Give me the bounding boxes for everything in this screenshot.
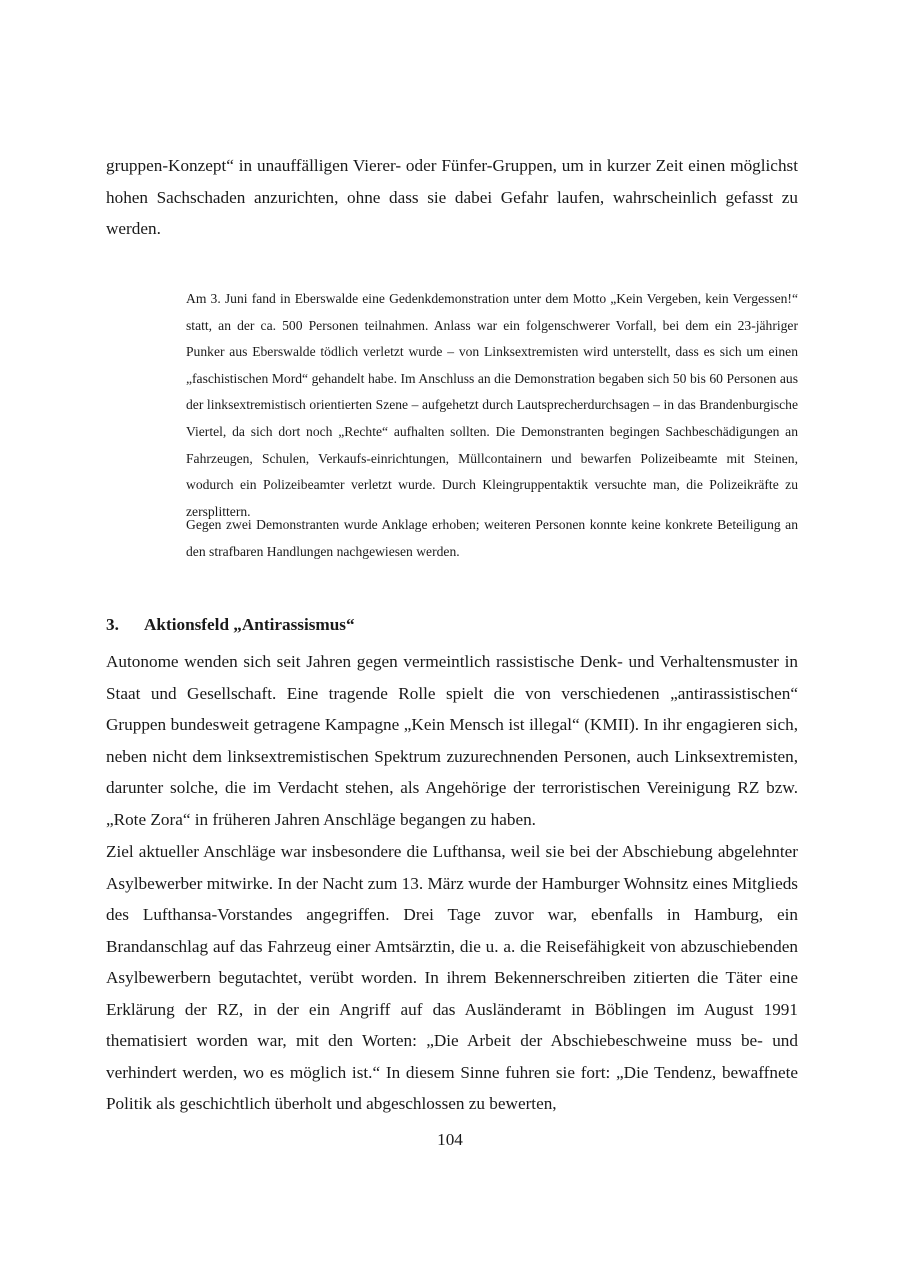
page-number: 104 xyxy=(437,1130,463,1149)
indented-block-paragraph-1: Am 3. Juni fand in Eberswalde eine Gedenkdemonstration unter dem Motto „Kein Vergeben, kein Vergessen!“ statt, an der ca. 500 Personen teilnahmen. Anlass war ein folgenschwerer Vorfall, bei dem ein 23-jähriger Punker aus Eberswalde tödlich verletzt wurde – von Linksextremisten wird unterstellt, dass es sich um einen „faschistischen Mord“ gehandelt habe. Im Anschluss an die Demonstration begaben sich 50 bis 60 Personen aus der linksextremistisch orientierten Szene – aufgehetzt durch Lautsprecherdurchsagen – in das Brandenburgische Viertel, da sich dort noch „Rechte“ aufhalten sollten. Die Demonstranten begingen Sachbeschädigungen an Fahrzeugen, Schulen, Verkaufs-einrichtungen, Müllcontainern und bewarfen Polizeibeamte mit Steinen, wodurch ein Polizeibeamter verletzt wurde. Durch Kleingruppentaktik versuchte man, die Polizeikräfte zu zersplittern. xyxy=(186,291,798,519)
indented-block-paragraph-2: Gegen zwei Demonstranten wurde Anklage erhoben; weiteren Personen konnte keine konkrete Beteiligung an den strafbaren Handlungen nachgewiesen werden. xyxy=(186,517,798,559)
intro-paragraph: gruppen-Konzept“ in unauffälligen Vierer- oder Fünfer-Gruppen, um in kurzer Zeit einen möglichst hohen Sachschaden anzurichten, ohne dass sie dabei Gefahr laufen, wahrscheinlich gefasst zu werden. xyxy=(106,156,798,238)
section-number: 3. xyxy=(106,615,119,634)
section-heading xyxy=(106,612,355,638)
section-paragraph-1: Autonome wenden sich seit Jahren gegen vermeintlich rassistische Denk- und Verhaltensmuster in Staat und Gesellschaft. Eine tragende Rolle spielt die von verschiedenen „antirassistischen“ Gruppen bundesweit getragene Kampagne „Kein Mensch ist illegal“ (KMII). In ihr engagieren sich, neben nicht dem linksextremistischen Spektrum zuzurechnenden Personen, auch Linksextremisten, darunter solche, die im Verdacht stehen, als Angehörige der terroristischen Vereinigung RZ bzw. „Rote Zora“ in früheren Jahren Anschläge begangen zu haben. xyxy=(106,652,798,829)
section-paragraph-2: Ziel aktueller Anschläge war insbesondere die Lufthansa, weil sie bei der Abschiebung abgelehnter Asylbewerber mitwirke. In der Nacht zum 13. März wurde der Hamburger Wohnsitz eines Mitglieds des Lufthansa-Vorstandes angegriffen. Drei Tage zuvor war, ebenfalls in Hamburg, ein Brandanschlag auf das Fahrzeug einer Amtsärztin, die u. a. die Reisefähigkeit von abzuschiebenden Asylbewerbern begutachtet, verübt worden. In ihrem Bekennerschreiben zitierten die Täter eine Erklärung der RZ, in der ein Angriff auf das Ausländeramt in Böblingen im August 1991 thematisiert worden war, mit den Worten: „Die Arbeit der Abschiebeschweine muss be- und verhindert werden, wo es möglich ist.“ In diesem Sinne fuhren sie fort: „Die Tendenz, bewaffnete Politik als geschichtlich überholt und abgeschlossen zu bewerten, xyxy=(106,842,798,1113)
section-title: Aktionsfeld „Antirassismus“ xyxy=(144,615,355,634)
